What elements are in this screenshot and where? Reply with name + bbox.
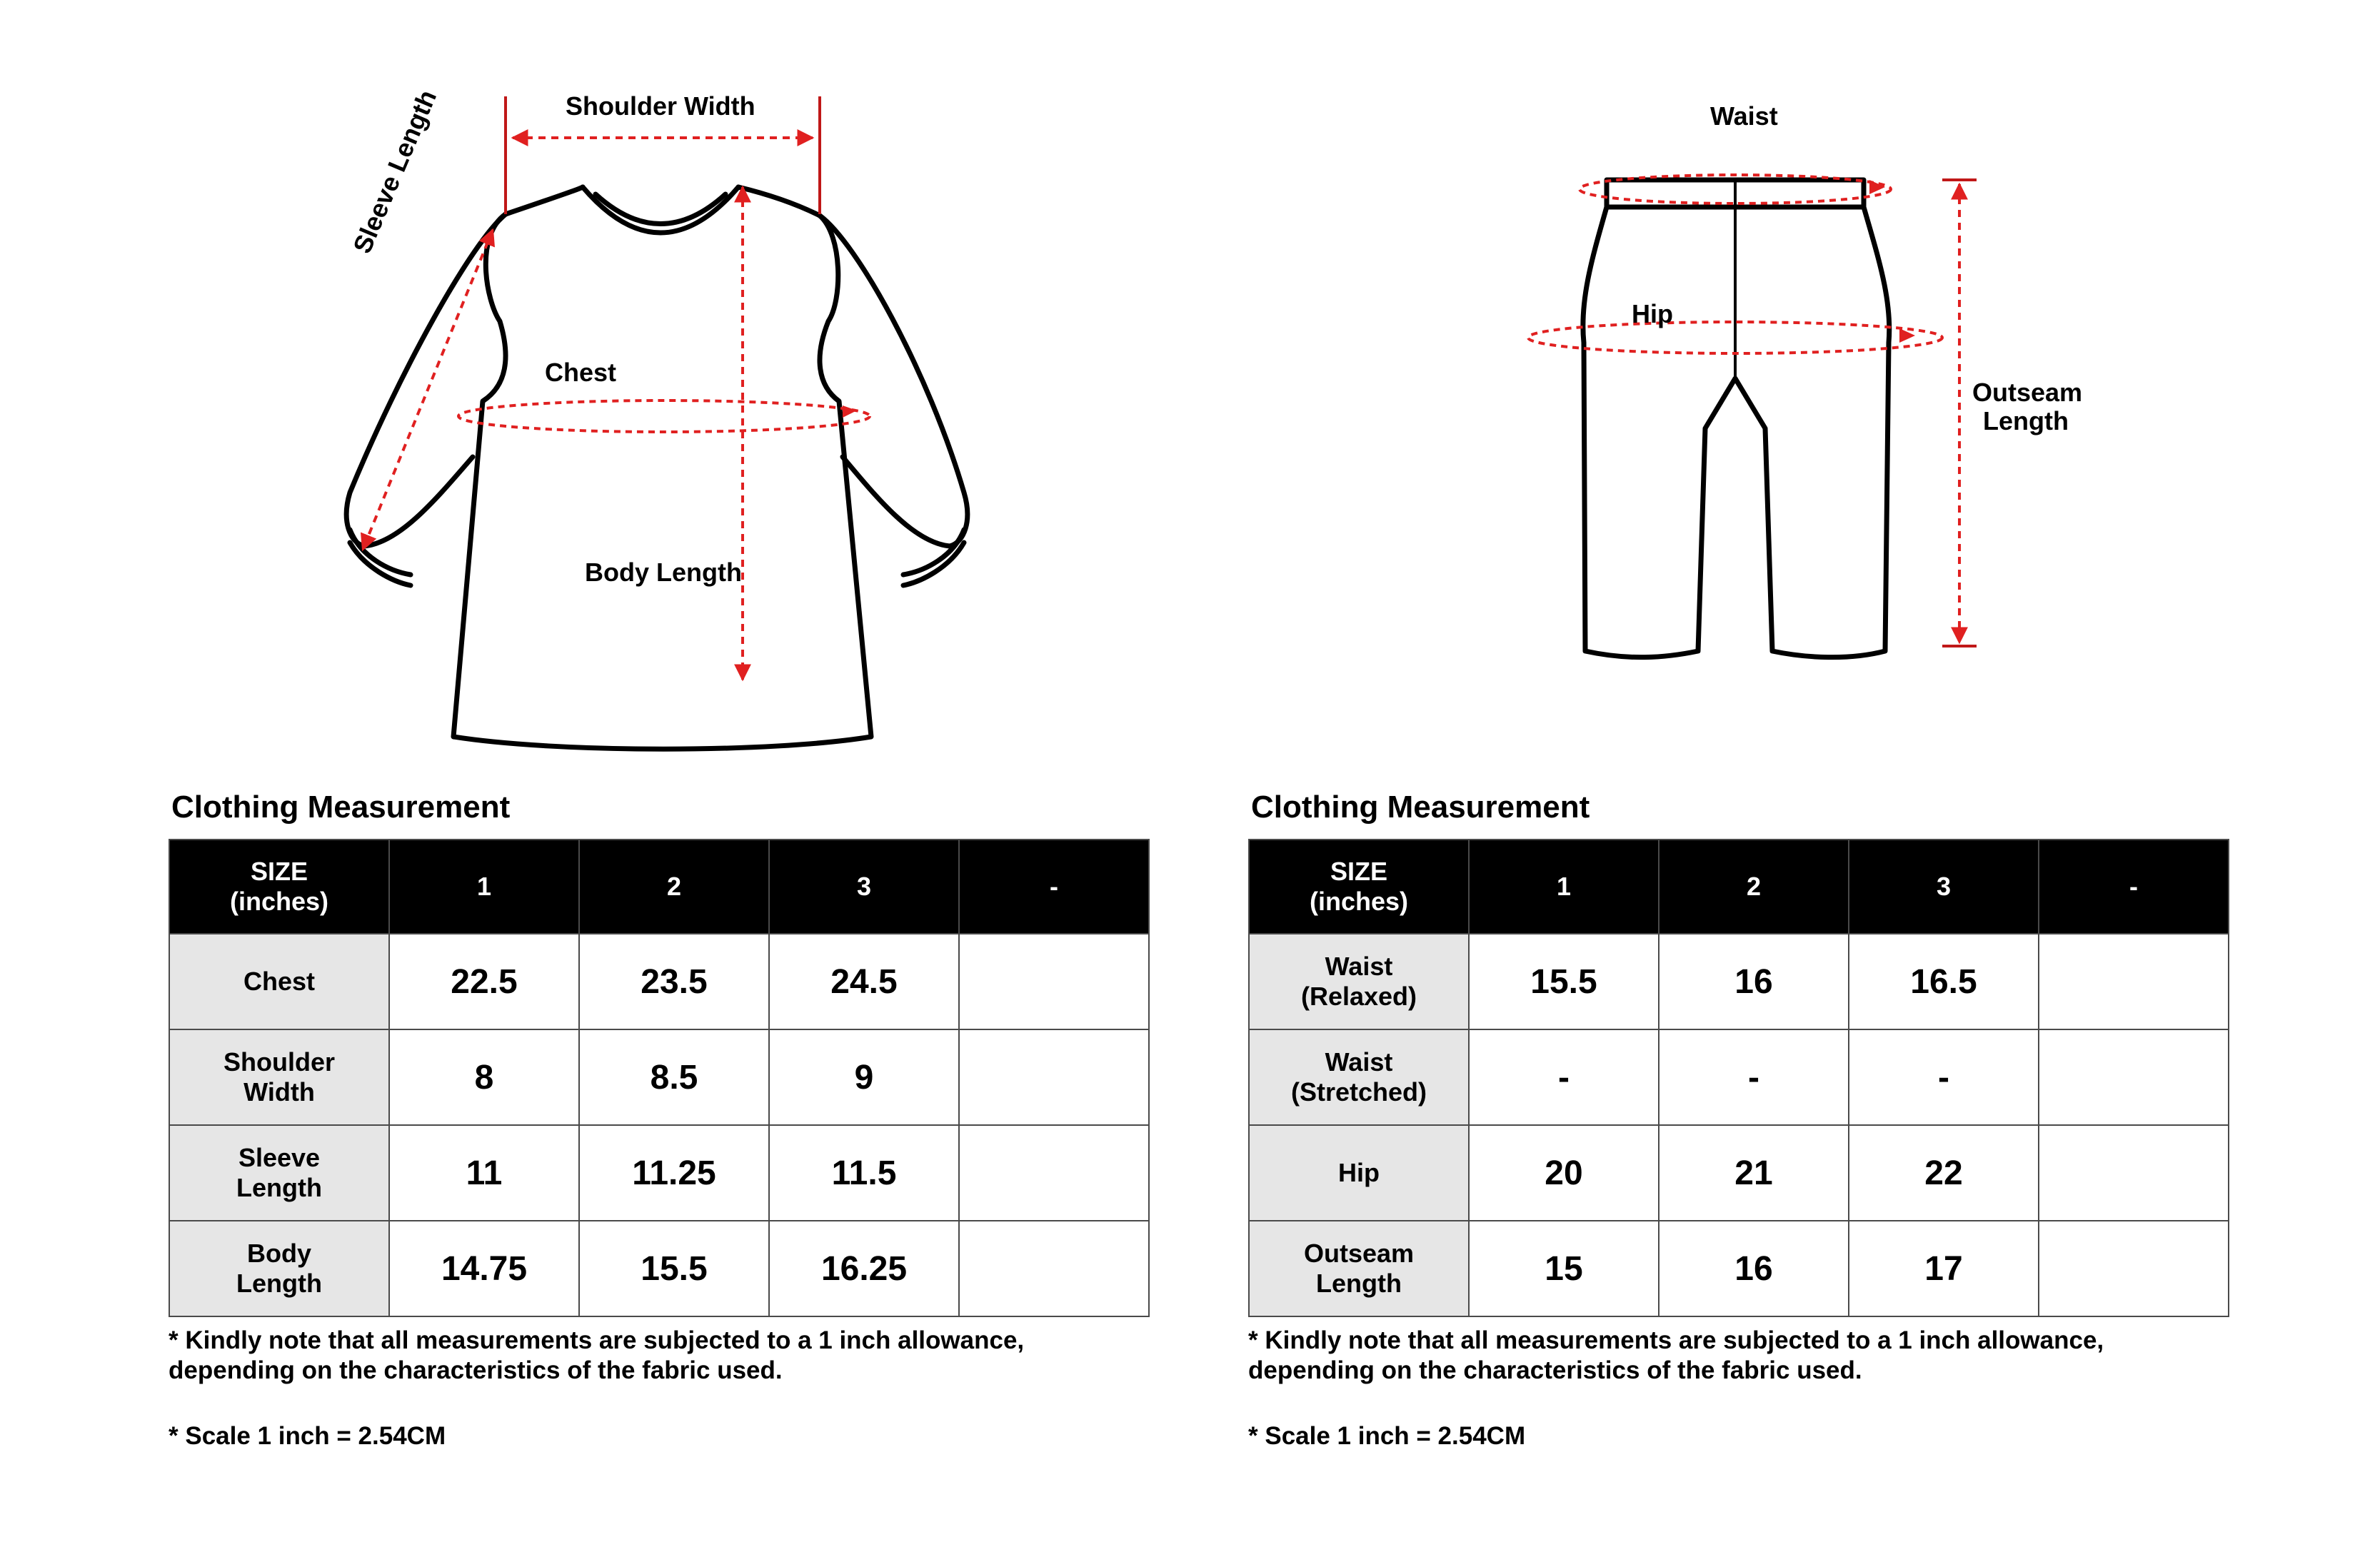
table-cell: 22.5 [389, 934, 579, 1029]
table-cell: 16 [1659, 1221, 1849, 1316]
waist-label: Waist [1710, 101, 1778, 131]
top-measure-lines [363, 96, 870, 680]
row-label: Hip [1249, 1125, 1469, 1221]
size-column-header: 1 [389, 840, 579, 934]
top-measurement-table [169, 839, 1150, 1317]
outseam-length-label: Outseam Length [1972, 378, 2083, 435]
row-label: Outseam Length [1249, 1221, 1469, 1316]
table-cell [2039, 934, 2229, 1029]
table-cell: 23.5 [579, 934, 769, 1029]
measurement-diagram [0, 0, 2380, 757]
table-cell: 15.5 [579, 1221, 769, 1316]
size-header: SIZE (inches) [169, 840, 389, 934]
table-cell: 15.5 [1469, 934, 1659, 1029]
table-cell: 20 [1469, 1125, 1659, 1221]
chest-label: Chest [545, 358, 617, 387]
row-label: Shoulder Width [169, 1029, 389, 1125]
table-header-row [1249, 840, 2229, 934]
size-column-header: 2 [579, 840, 769, 934]
table-cell [2039, 1221, 2229, 1316]
scale-note: * Scale 1 inch = 2.54CM [169, 1422, 446, 1450]
bottom-table-title: Clothing Measurement [1251, 790, 1590, 825]
size-column-header: 1 [1469, 840, 1659, 934]
table-cell: 8 [389, 1029, 579, 1125]
table-cell: 16.25 [769, 1221, 959, 1316]
table-row [1249, 934, 2229, 1029]
table-cell [959, 934, 1149, 1029]
table-header-row [169, 840, 1149, 934]
allowance-note: * Kindly note that all measurements are subjected to a 1 inch allowance, depending on the characteristics of the fabric used. [169, 1326, 1025, 1384]
table-cell: 24.5 [769, 934, 959, 1029]
table-cell: 11.25 [579, 1125, 769, 1221]
top-measurement-panel [169, 789, 1154, 1451]
table-cell: 15 [1469, 1221, 1659, 1316]
table-cell: - [1469, 1029, 1659, 1125]
size-column-header: 3 [769, 840, 959, 934]
table-cell: 14.75 [389, 1221, 579, 1316]
table-cell: 9 [769, 1029, 959, 1125]
row-label: Waist (Stretched) [1249, 1029, 1469, 1125]
size-column-header: 3 [1849, 840, 2039, 934]
table-cell [959, 1221, 1149, 1316]
sleeve-length-label: Sleeve Length [347, 85, 443, 258]
table-cell: 11 [389, 1125, 579, 1221]
table-row [1249, 1029, 2229, 1125]
top-garment-outline [346, 187, 968, 749]
table-row [169, 1125, 1149, 1221]
row-label: Body Length [169, 1221, 389, 1316]
table-cell: 21 [1659, 1125, 1849, 1221]
table-cell [959, 1125, 1149, 1221]
size-column-header: - [959, 840, 1149, 934]
table-row [169, 934, 1149, 1029]
bottom-measurement-panel [1248, 789, 2234, 1451]
row-label: Chest [169, 934, 389, 1029]
table-row [169, 1221, 1149, 1316]
shoulder-width-label: Shoulder Width [566, 91, 755, 121]
row-label: Waist (Relaxed) [1249, 934, 1469, 1029]
top-table-title: Clothing Measurement [171, 790, 511, 825]
table-row [1249, 1125, 2229, 1221]
scale-note: * Scale 1 inch = 2.54CM [1248, 1422, 1526, 1450]
table-row [169, 1029, 1149, 1125]
table-cell: 22 [1849, 1125, 2039, 1221]
table-cell: 17 [1849, 1221, 2039, 1316]
allowance-note: * Kindly note that all measurements are subjected to a 1 inch allowance, depending on the characteristics of the fabric used. [1248, 1326, 2104, 1384]
table-cell [2039, 1125, 2229, 1221]
table-cell: 8.5 [579, 1029, 769, 1125]
size-column-header: - [2039, 840, 2229, 934]
size-column-header: 2 [1659, 840, 1849, 934]
table-cell [2039, 1029, 2229, 1125]
body-length-label: Body Length [585, 558, 742, 587]
table-row [1249, 1221, 2229, 1316]
size-header: SIZE (inches) [1249, 840, 1469, 934]
hip-label: Hip [1632, 299, 1673, 328]
bottom-garment-outline [1583, 180, 1889, 657]
table-cell: - [1849, 1029, 2039, 1125]
bottom-measurement-table [1248, 839, 2229, 1317]
table-cell [959, 1029, 1149, 1125]
table-cell: 16.5 [1849, 934, 2039, 1029]
table-cell: - [1659, 1029, 1849, 1125]
row-label: Sleeve Length [169, 1125, 389, 1221]
table-cell: 16 [1659, 934, 1849, 1029]
table-cell: 11.5 [769, 1125, 959, 1221]
